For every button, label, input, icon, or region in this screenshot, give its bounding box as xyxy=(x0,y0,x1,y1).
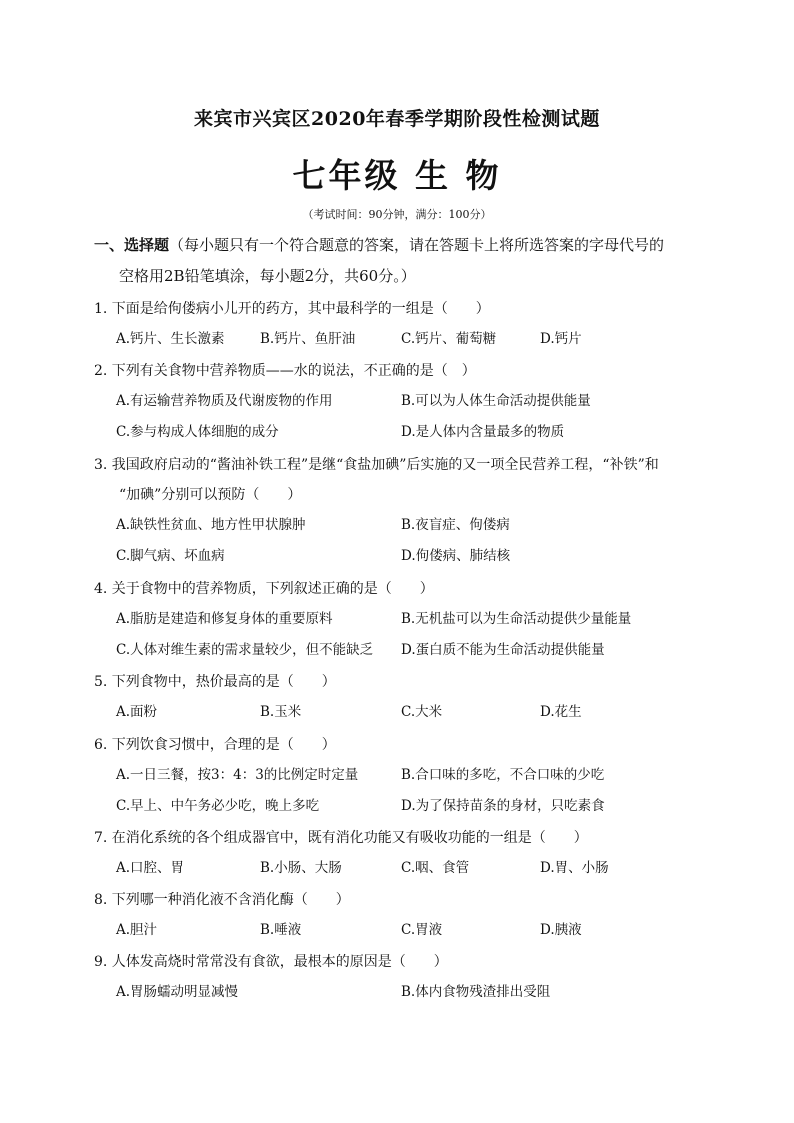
option-row xyxy=(94,386,714,417)
option-a: A.面粉 xyxy=(116,704,158,720)
option-d: D.为了保持苗条的身材，只吃素食 xyxy=(401,798,605,814)
question-4 xyxy=(94,574,714,666)
exam-info: （考试时间：90分钟，满分：100分） xyxy=(302,208,492,221)
option-d: D.花生 xyxy=(540,704,582,720)
question-9 xyxy=(94,947,714,1008)
option-row xyxy=(94,510,714,541)
option-row xyxy=(94,977,714,1008)
option-row xyxy=(94,760,714,791)
option-d: D.佝偻病、肺结核 xyxy=(401,548,511,564)
option-d: D.胰液 xyxy=(540,922,582,938)
option-c: C.大米 xyxy=(401,704,443,720)
question-3 xyxy=(94,450,714,572)
section-instruction-line1: （每小题只有一个符合题意的答案，请在答题卡上将所选答案的字母代号的 xyxy=(169,236,665,254)
option-d: D.胃、小肠 xyxy=(540,860,609,876)
option-a: A.一日三餐，按3：4：3的比例定时定量 xyxy=(116,767,359,783)
section-instruction-line2: 空格用2B铅笔填涂，每小题2分，共60分。） xyxy=(119,267,416,285)
question-stem: 8. 下列哪一种消化液不含消化酶（ ） xyxy=(94,892,350,908)
option-a: A.脂肪是建造和修复身体的重要原料 xyxy=(116,611,333,627)
option-a: A.钙片、生长激素 xyxy=(116,331,225,347)
question-7 xyxy=(94,823,714,884)
option-row xyxy=(94,697,714,728)
question-stem: 4. 关于食物中的营养物质，下列叙述正确的是（ ） xyxy=(94,581,434,597)
question-stem: 3. 我国政府启动的“酱油补铁工程”是继“食盐加碘”后实施的又一项全民营养工程，“补铁”和 xyxy=(94,457,659,473)
option-c: C.脚气病、坏血病 xyxy=(116,548,225,564)
option-a: A.胃肠蠕动明显减慢 xyxy=(116,984,239,1000)
option-c: C.早上、中午务必少吃，晚上多吃 xyxy=(116,798,320,814)
option-b: B.合口味的多吃，不合口味的少吃 xyxy=(401,767,605,783)
option-b: B.玉米 xyxy=(260,704,302,720)
option-b: B.可以为人体生命活动提供能量 xyxy=(401,393,591,409)
option-row xyxy=(94,417,714,448)
question-8 xyxy=(94,885,714,946)
question-stem: 9. 人体发高烧时常常没有食欲，最根本的原因是（ ） xyxy=(94,954,448,970)
exam-title: 来宾市兴宾区2020年春季学期阶段性检测试题 xyxy=(194,108,600,130)
option-row xyxy=(94,324,714,355)
question-1 xyxy=(94,294,714,355)
option-b: B.小肠、大肠 xyxy=(260,860,342,876)
option-row xyxy=(94,915,714,946)
section-heading: 一、选择题 xyxy=(94,236,170,254)
question-stem-continued: “加碘”分别可以预防（ ） xyxy=(119,487,302,503)
option-d: D.钙片 xyxy=(540,331,582,347)
section-choice-instructions xyxy=(94,230,714,292)
option-row xyxy=(94,635,714,666)
option-c: C.人体对维生素的需求量较少，但不能缺乏 xyxy=(116,642,374,658)
question-stem: 6. 下列饮食习惯中，合理的是（ ） xyxy=(94,737,336,753)
question-stem: 7. 在消化系统的各个组成器官中，既有消化功能又有吸收功能的一组是（ ） xyxy=(94,830,588,846)
option-row xyxy=(94,604,714,635)
option-d: D.是人体内含量最多的物质 xyxy=(401,424,565,440)
option-row xyxy=(94,791,714,822)
option-a: A.胆汁 xyxy=(116,922,158,938)
option-c: C.参与构成人体细胞的成分 xyxy=(116,424,279,440)
question-stem: 1. 下面是给佝偻病小儿开的药方，其中最科学的一组是（ ） xyxy=(94,301,490,317)
option-d: D.蛋白质不能为生命活动提供能量 xyxy=(401,642,605,658)
option-b: B.夜盲症、佝偻病 xyxy=(401,517,510,533)
option-a: A.口腔、胃 xyxy=(116,860,185,876)
question-stem: 5. 下列食物中，热价最高的是（ ） xyxy=(94,674,336,690)
question-5 xyxy=(94,667,714,728)
option-row xyxy=(94,853,714,884)
question-stem: 2. 下列有关食物中营养物质——水的说法，不正确的是（ ） xyxy=(94,363,476,379)
option-b: B.体内食物残渣排出受阻 xyxy=(401,984,551,1000)
option-b: B.钙片、鱼肝油 xyxy=(260,331,356,347)
option-b: B.无机盐可以为生命活动提供少量能量 xyxy=(401,611,632,627)
option-row xyxy=(94,541,714,572)
option-a: A.有运输营养物质及代谢废物的作用 xyxy=(116,393,333,409)
option-c: C.咽、食管 xyxy=(401,860,470,876)
option-b: B.唾液 xyxy=(260,922,302,938)
option-c: C.钙片、葡萄糖 xyxy=(401,331,497,347)
option-a: A.缺铁性贫血、地方性甲状腺肿 xyxy=(116,517,306,533)
subject-title: 七年级 生 物 xyxy=(292,156,502,195)
option-c: C.胃液 xyxy=(401,922,443,938)
question-6 xyxy=(94,730,714,822)
question-2 xyxy=(94,356,714,448)
